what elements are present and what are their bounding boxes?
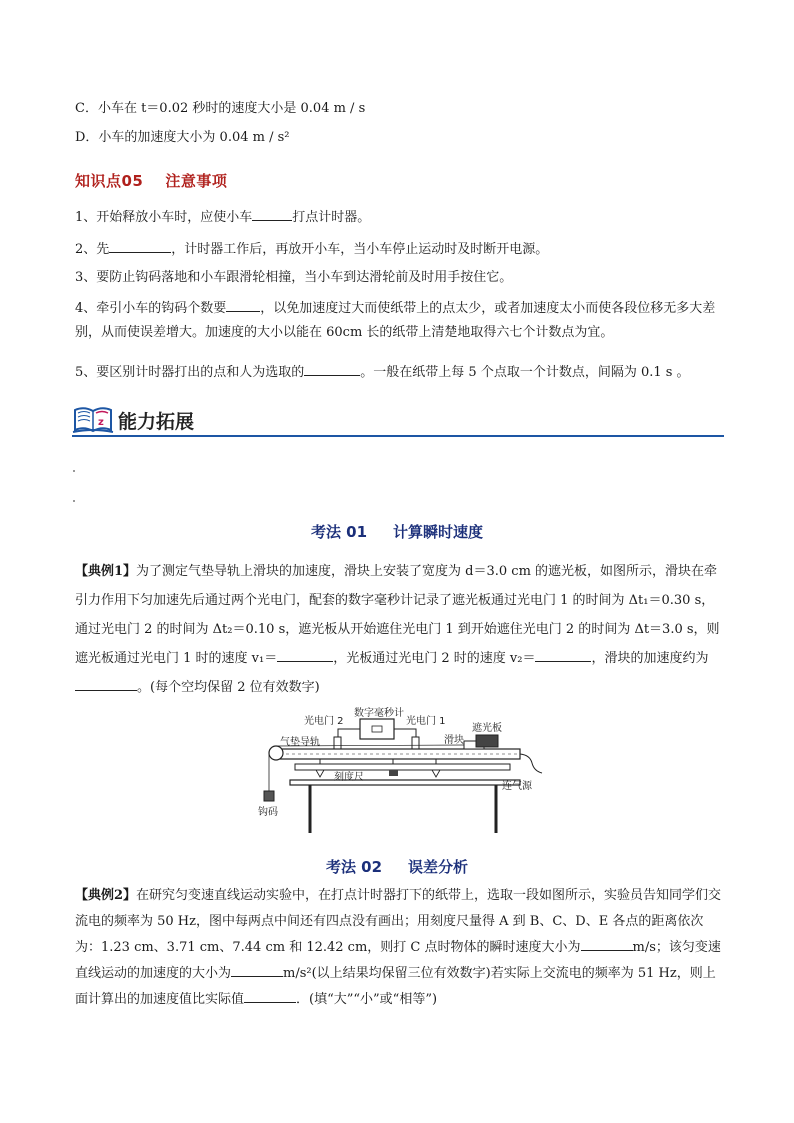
note-4-post: ，以免加速度过大而使纸带上的点太少，或者加速度太小而使各段位移无多大差别，从而使误差增大。加速度的大小以能在 60cm 长的纸带上清楚地取得六七个计数点为宜。 [75,301,716,340]
air-track-figure [250,707,550,837]
example-2-blank-3 [244,989,296,1003]
section-header [72,399,724,439]
example-1-blank-1 [277,648,333,662]
method-2-heading [0,856,794,877]
example-2-text-4: ．(填“大”“小”或“相等”) [296,992,438,1007]
note-1-post: 打点计时器。 [292,210,371,225]
note-2-post: ，计时器工作后，再放开小车，当小车停止运动时及时断开电源。 [171,242,549,257]
note-1 [75,207,370,226]
example-1-text-1: 为了测定气垫导轨上滑块的加速度，滑块上安装了宽度为 d＝3.0 cm 的遮光板，如图所示，滑块在牵引力作用下匀加速先后通过两个光电门，配套的数字毫秒计记录了遮光板通过光电门 1 的时间为 Δt₁＝0.30 s，通过光电门 2 的时间为 Δt₂＝0.10 s，遮光板从开始遮住光电门 1 到开始遮住光电门 2 的时间为 Δt＝3.0 s，则遮光板通过光电门 1 时的速度 v₁＝ [75,564,720,666]
label-slider: 滑块 [444,735,464,746]
example-1 [75,557,725,702]
table [290,780,520,785]
note-5-post: 。一般在纸带上每 5 个点取一个计数点，间隔为 0.1 s 。 [360,365,690,380]
section-title: 能力拓展 [118,411,195,433]
method-1-heading [0,521,794,542]
svg-text:z: z [98,417,104,428]
weight [264,791,274,801]
option-d: D．小车的加速度大小为 0.04 m / s² [75,130,290,145]
scale-ruler [295,764,510,770]
label-gate-2: 光电门 2 [304,716,344,727]
label-ruler: 刻度尺 [334,772,364,783]
photogate-1 [412,737,419,749]
stray-dot [73,470,75,472]
stray-dot [73,500,75,502]
method-1-label: 考法 01 [310,523,368,541]
note-5-blank [304,362,360,376]
note-4-blank [226,298,260,312]
label-air: 连气源 [502,781,532,792]
option-c: C．小车在 t＝0.02 秒时的速度大小是 0.04 m / s [75,101,366,116]
pulley [269,746,283,760]
example-2-blank-1 [581,937,633,951]
photogate-2 [334,737,341,749]
method-2-title: 误差分析 [408,858,469,876]
example-2 [75,883,725,1013]
method-2-label: 考法 02 [325,858,383,876]
note-4 [75,297,725,345]
label-weight: 钩码 [258,807,278,818]
example-1-blank-3 [75,677,137,691]
example-2-text-2: m/s；该匀变速直线运动的加速度的大小为 [75,940,721,981]
note-4-pre: 4、牵引小车的钩码个数要 [75,301,227,316]
example-1-text-2: ，光板通过光电门 2 时的速度 v₂＝ [333,651,536,666]
section-rule [72,435,724,437]
label-track: 气垫导轨 [280,737,320,748]
method-1-title: 计算瞬时速度 [393,523,484,541]
note-2-pre: 2、先 [75,242,110,257]
note-5-pre: 5、要区别计时器打出的点和人为选取的 [75,365,305,380]
label-gate-1: 光电门 1 [406,716,446,727]
shade-plate [476,735,498,747]
label-shade: 遮光板 [472,723,502,734]
example-1-blank-2 [535,648,591,662]
note-5 [75,362,690,381]
knowledge-heading [75,170,227,191]
note-1-pre: 1、开始释放小车时，应使小车 [75,210,253,225]
example-2-blank-2 [231,963,283,977]
example-2-tag: 【典例2】 [75,888,137,903]
open-book-icon [72,401,114,435]
knowledge-label: 知识点05 [75,172,144,190]
knowledge-title: 注意事项 [165,172,228,190]
label-timer: 数字毫秒计 [354,708,404,719]
note-3: 3、要防止钩码落地和小车跟滑轮相撞，当小车到达滑轮前及时用手按住它。 [75,270,513,285]
example-1-text-4: 。(每个空均保留 2 位有效数字) [137,680,320,695]
example-2-text-1: 在研究匀变速直线运动实验中，在打点计时器打下的纸带上，选取一段如图所示，实验员告知同学们交流电的频率为 50 Hz，图中每两点中间还有四点没有画出；用刻度尺量得 A 到 B、C、D、E 各点的距离依次为：1.23 cm、3.71 cm、7.44 cm 和 12.42 cm，则打 C 点时物体的瞬时速度大小为 [75,888,722,955]
note-2 [75,239,548,258]
note-2-blank [109,239,171,253]
note-1-blank [252,207,292,221]
example-1-text-3: ，滑块的加速度约为 [591,651,709,666]
example-1-tag: 【典例1】 [75,564,137,579]
example-2-text-3: m/s²(以上结果均保留三位有效数字)若实际上交流电的频率为 51 Hz，则上面计算出的加速度值比实际值 [75,966,716,1007]
